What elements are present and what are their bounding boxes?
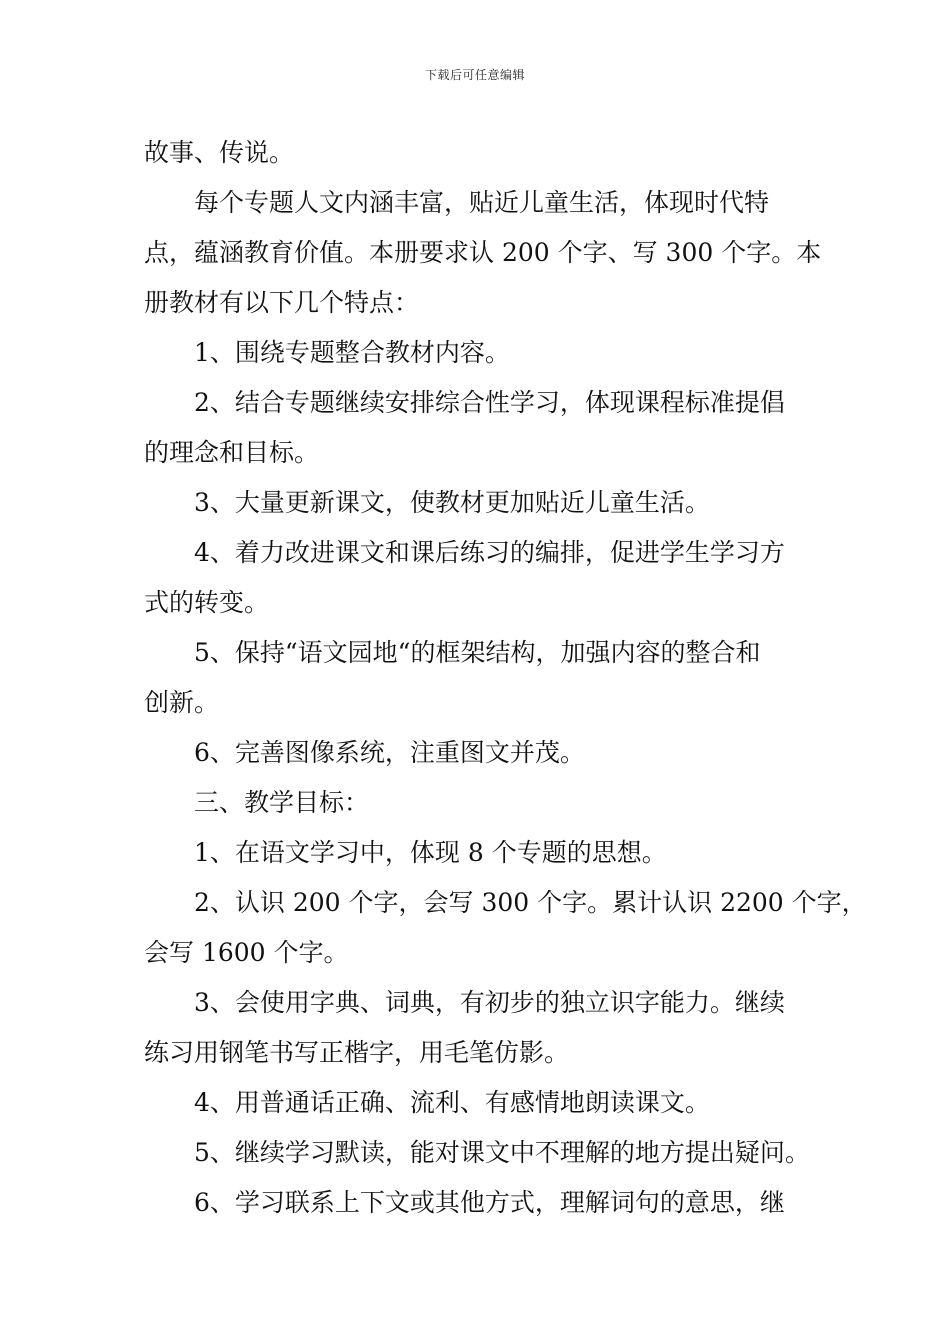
text-line: 点，蕴涵教育价值。本册要求认 200 个字、写 300 个字。本 [144, 238, 822, 267]
text-line: 6、学习联系上下文或其他方式，理解词句的意思，继 [194, 1188, 785, 1217]
text-line: 4、用普通话正确、流利、有感情地朗读课文。 [194, 1088, 710, 1117]
text-line: 3、会使用字典、词典，有初步的独立识字能力。继续 [194, 988, 785, 1017]
text-line: 故事、传说。 [144, 138, 295, 167]
text-line: 式的转变。 [144, 588, 270, 617]
text-line: 会写 1600 个字。 [144, 938, 349, 967]
text-line: 的理念和目标。 [144, 438, 320, 467]
text-line: 练习用钢笔书写正楷字，用毛笔仿影。 [144, 1038, 570, 1067]
text-line: 4、着力改进课文和课后练习的编排，促进学生学习方 [194, 538, 785, 567]
text-line: 册教材有以下几个特点： [144, 288, 420, 317]
text-line: 每个专题人文内涵丰富，贴近儿童生活，体现时代特 [194, 188, 770, 217]
text-line: 2、结合专题继续安排综合性学习，体现课程标准提倡 [194, 388, 785, 417]
text-line: 3、大量更新课文，使教材更加贴近儿童生活。 [194, 488, 710, 517]
text-line: 5、继续学习默读，能对课文中不理解的地方提出疑问。 [194, 1138, 810, 1167]
text-line: 5、保持“语文园地“的框架结构，加强内容的整合和 [194, 638, 761, 667]
text-line: 2、认识 200 个字，会写 300 个字。累计认识 2200 个字， [194, 888, 867, 917]
text-line: 三、教学目标： [194, 788, 370, 817]
text-line: 1、围绕专题整合教材内容。 [194, 338, 510, 367]
page-header-note: 下载后可任意编辑 [424, 68, 525, 82]
text-line: 6、完善图像系统，注重图文并茂。 [194, 738, 585, 767]
document-body [144, 128, 867, 1228]
text-line: 创新。 [144, 688, 220, 717]
text-line: 1、在语文学习中，体现 8 个专题的思想。 [194, 838, 667, 867]
